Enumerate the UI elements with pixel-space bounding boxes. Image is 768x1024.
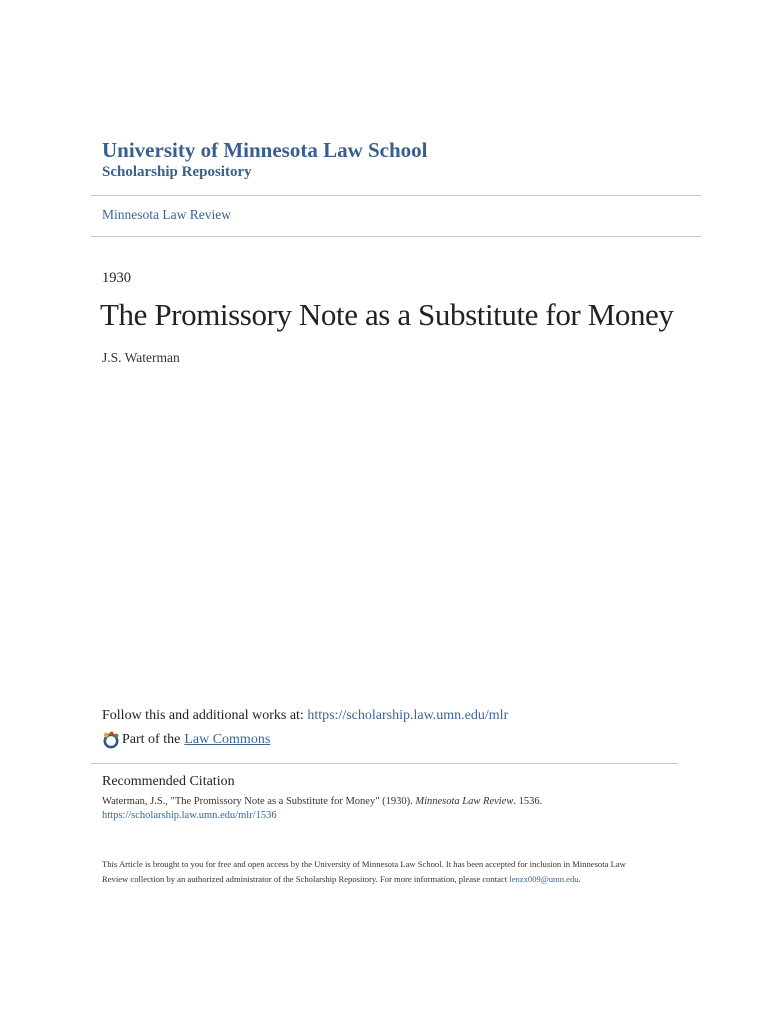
article-author: J.S. Waterman — [102, 350, 180, 365]
article-title: The Promissory Note as a Substitute for Money — [100, 297, 674, 332]
notice-line-2-text: Review collection by an authorized administrator of the Scholarship Repository. For more information, please contact — [102, 874, 508, 884]
journal-link[interactable]: Minnesota Law Review — [102, 207, 231, 222]
notice-line-1: This Article is brought to you for free and open access by the University of Minnesota Law School. It has been accepted for inclusion in Minnesota Law — [102, 859, 626, 869]
divider — [91, 236, 701, 237]
divider — [91, 195, 701, 196]
part-of-label: Part of the — [122, 732, 181, 747]
institution-name[interactable]: University of Minnesota Law School — [102, 138, 428, 162]
publication-year: 1930 — [102, 270, 131, 286]
follow-url-link[interactable]: https://scholarship.law.umn.edu/mlr — [307, 708, 509, 723]
repository-name[interactable]: Scholarship Repository — [102, 164, 252, 180]
contact-email-link[interactable]: lenzx009@umn.edu — [509, 874, 579, 884]
citation-journal: Minnesota Law Review — [415, 796, 514, 807]
access-notice — [102, 857, 682, 887]
citation-text — [102, 796, 542, 807]
part-of-line — [102, 731, 270, 749]
citation-text-after: . 1536. — [513, 796, 543, 807]
follow-label: Follow this and additional works at: — [102, 708, 304, 723]
notice-line-2-end: . — [578, 874, 581, 884]
notice-line-2 — [102, 872, 682, 887]
recommended-citation-heading: Recommended Citation — [102, 774, 235, 789]
citation-url-link[interactable]: https://scholarship.law.umn.edu/mlr/1536 — [102, 810, 277, 821]
citation-text-before: Waterman, J.S., "The Promissory Note as a Substitute for Money" (1930). — [102, 796, 413, 807]
follow-line — [102, 708, 508, 724]
law-commons-link[interactable]: Law Commons — [184, 732, 271, 747]
digital-commons-network-icon — [102, 731, 120, 749]
divider — [91, 763, 678, 764]
